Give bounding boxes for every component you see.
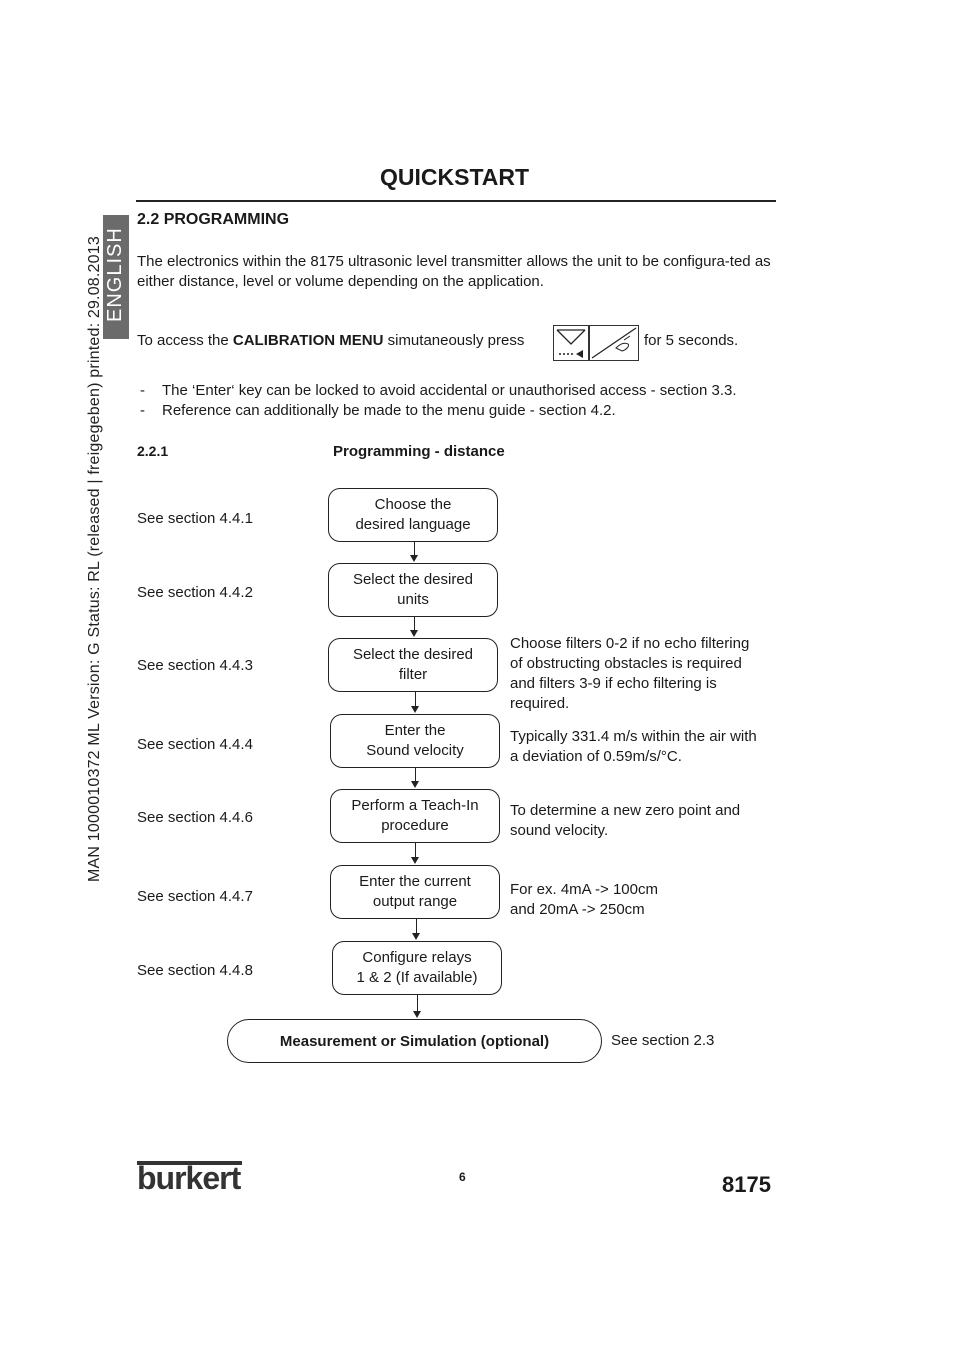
flow-arrow xyxy=(411,857,419,864)
flow-connector xyxy=(415,842,416,858)
access-prefix: To access the xyxy=(137,332,233,349)
flow-arrow xyxy=(413,1011,421,1018)
flow-step-box: Select the desired units xyxy=(328,563,498,617)
flow-arrow xyxy=(410,555,418,562)
section-reference: See section 4.4.1 xyxy=(137,510,253,527)
flow-connector xyxy=(417,994,418,1012)
step-note: Typically 331.4 m/s within the air with a deviation of 0.59m/s/°C. xyxy=(510,728,757,765)
step-note: Choose filters 0-2 if no echo filtering of obstructing obstacles is required and filters 3-9 if echo filtering is required. xyxy=(510,635,750,712)
flow-connector xyxy=(414,541,415,556)
final-section-reference: See section 2.3 xyxy=(611,1032,715,1049)
document-status-sidebar: MAN 1000010372 ML Version: G Status: RL (released | freigegeben) printed: 29.08.2013 xyxy=(86,236,103,882)
flow-connector xyxy=(415,767,416,782)
flow-step-box: Choose the desired language xyxy=(328,488,498,542)
step-note: For ex. 4mA -> 100cm and 20mA -> 250cm xyxy=(510,881,658,918)
subsection-title: Programming - distance xyxy=(333,443,505,460)
bullet-text: Reference can additionally be made to the menu guide - section 4.2. xyxy=(162,402,616,419)
intro-paragraph: The electronics within the 8175 ultrasonic level transmitter allows the unit to be configura-ted as either distance, level or volume depending on the application. xyxy=(137,253,771,290)
section-heading: 2.2 PROGRAMMING xyxy=(137,211,290,228)
flow-step-box: Configure relays 1 & 2 (If available) xyxy=(332,941,502,995)
page-number: 6 xyxy=(459,1170,466,1184)
flow-arrow xyxy=(410,630,418,637)
subsection-number: 2.2.1 xyxy=(137,443,169,459)
final-step-box: Measurement or Simulation (optional) xyxy=(227,1019,602,1063)
flow-step-box: Perform a Teach-In procedure xyxy=(330,789,500,843)
section-reference: See section 4.4.7 xyxy=(137,888,253,905)
flow-connector xyxy=(416,918,417,934)
page-title: QUICKSTART xyxy=(380,164,530,190)
bullet-dash: - xyxy=(140,402,145,419)
title-divider xyxy=(136,200,776,202)
bullet-text: The ‘Enter‘ key can be locked to avoid accidental or unauthorised access - section 3.3. xyxy=(162,382,737,399)
access-instruction xyxy=(137,332,524,349)
section-reference: See section 4.4.4 xyxy=(137,736,253,753)
flow-arrow xyxy=(411,781,419,788)
section-reference: See section 4.4.8 xyxy=(137,962,253,979)
flow-arrow xyxy=(411,706,419,713)
section-reference: See section 4.4.3 xyxy=(137,657,253,674)
section-reference: See section 4.4.6 xyxy=(137,809,253,826)
flow-step-box: Enter the current output range xyxy=(330,865,500,919)
model-number: 8175 xyxy=(722,1172,771,1197)
brand-logo: burkert xyxy=(137,1160,241,1196)
flow-connector xyxy=(415,691,416,707)
bullet-dash: - xyxy=(140,382,145,399)
flow-arrow xyxy=(412,933,420,940)
flow-connector xyxy=(414,616,415,631)
step-note: To determine a new zero point and sound velocity. xyxy=(510,802,741,839)
calibration-menu-label: CALIBRATION MENU xyxy=(232,332,384,349)
enter-key-icon xyxy=(553,325,589,361)
access-suffix: for 5 seconds. xyxy=(644,332,739,349)
flow-step-box: Select the desired filter xyxy=(328,638,498,692)
section-reference: See section 4.4.2 xyxy=(137,584,253,601)
flow-step-box: Enter the Sound velocity xyxy=(330,714,500,768)
access-mid: simutaneously press xyxy=(383,332,525,349)
language-tab-label: ENGLISH xyxy=(104,227,126,322)
touch-key-icon xyxy=(589,325,639,361)
